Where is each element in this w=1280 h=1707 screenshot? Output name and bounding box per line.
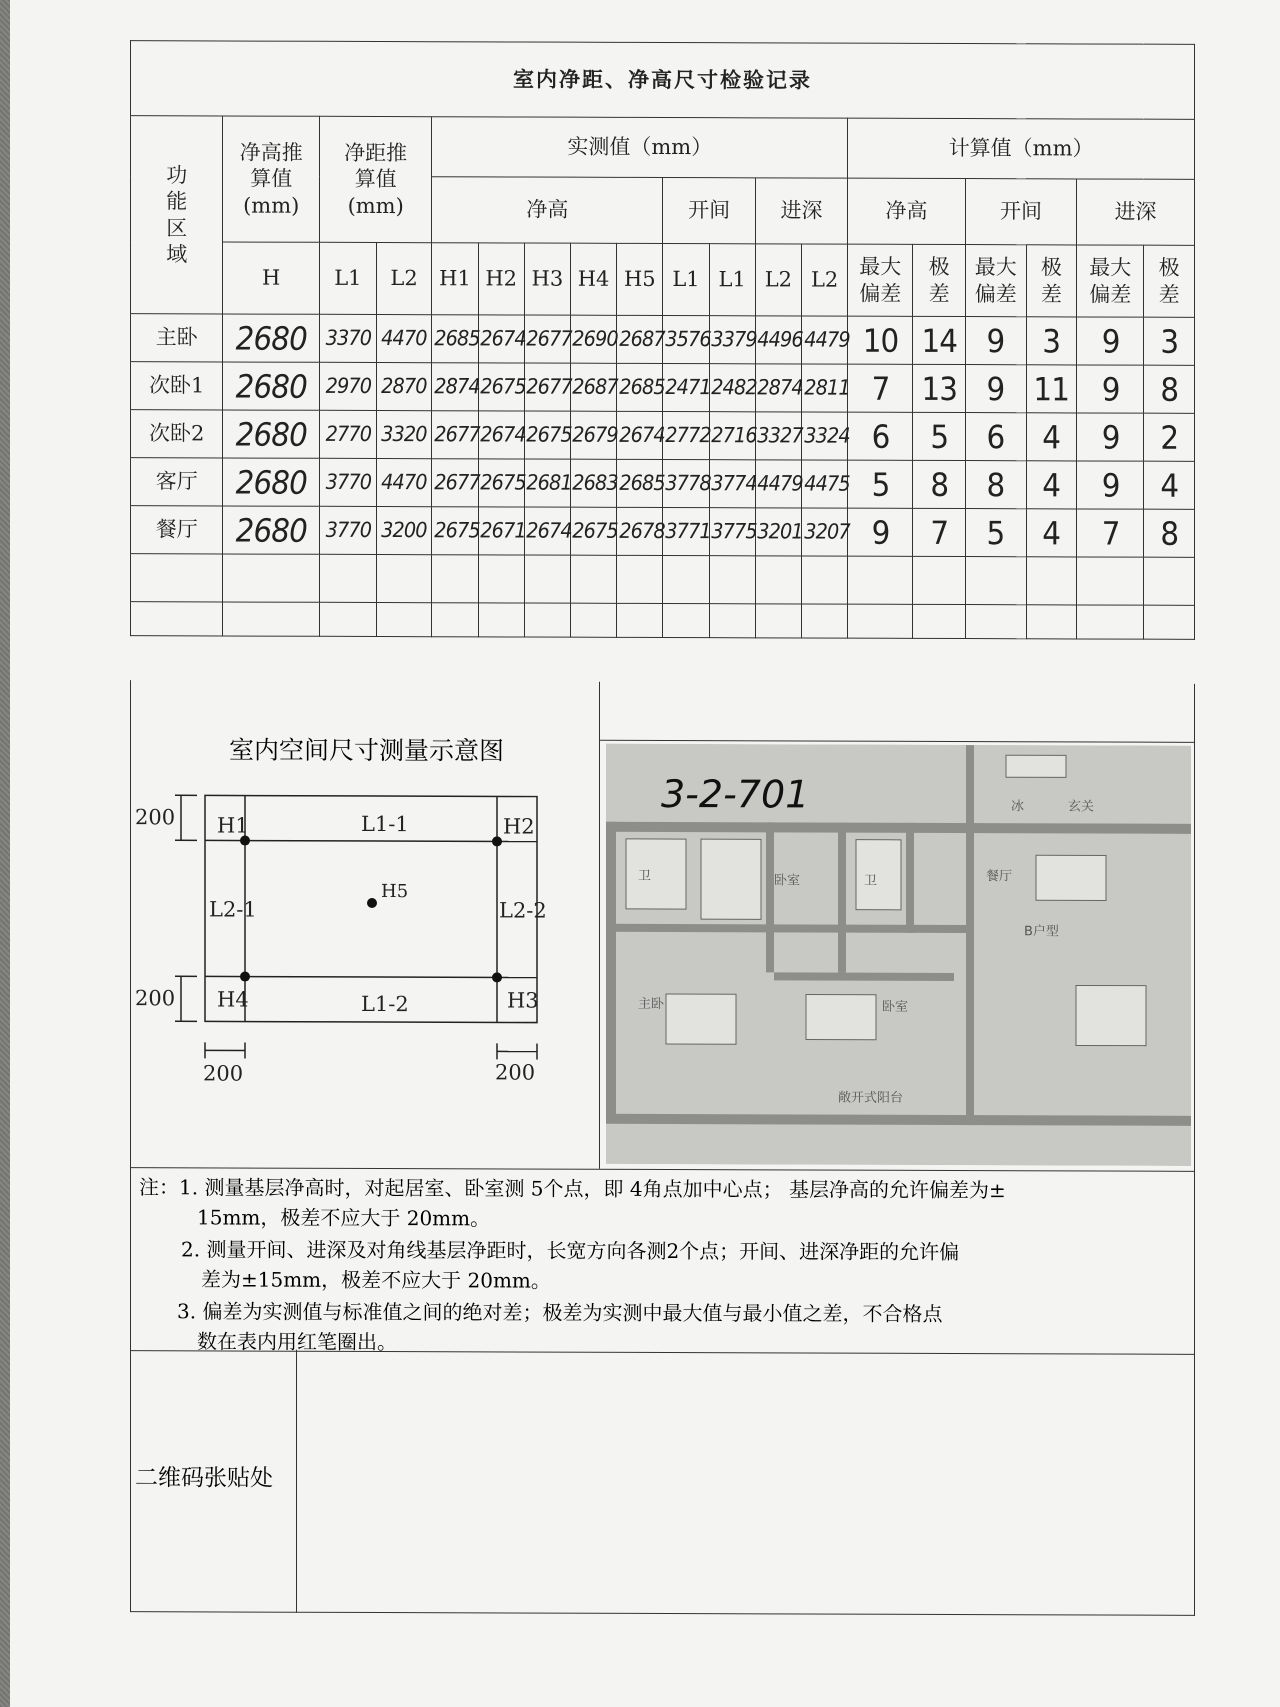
value-cell: 2674 bbox=[619, 411, 662, 459]
calc-depth: 进深 bbox=[1077, 179, 1195, 245]
calc-cell: 13 bbox=[915, 364, 963, 412]
area-cell: 次卧2 bbox=[131, 410, 223, 458]
calc-cell: 8 bbox=[968, 461, 1024, 509]
notes-section bbox=[131, 1167, 1195, 1355]
calc-cell: 4 bbox=[1028, 509, 1074, 557]
point-h5 bbox=[367, 898, 377, 908]
calc-cell: 3 bbox=[1146, 317, 1193, 365]
value-cell: 3379 bbox=[711, 316, 754, 364]
room-label: 玄关 bbox=[1068, 799, 1095, 815]
note-line: 注：1. 测量基层净高时，对起居室、卧室测 5个点，即 4角点加中心点； 基层净高的允许偏差为± bbox=[139, 1175, 1006, 1203]
value-cell: 2687 bbox=[619, 315, 662, 363]
header-line: (mm) bbox=[243, 193, 300, 218]
calc-cell: 4 bbox=[1028, 413, 1074, 461]
sub-header: L1 bbox=[663, 244, 709, 316]
value-cell: 2970 bbox=[322, 362, 374, 410]
calc-cell: 4 bbox=[1146, 461, 1193, 509]
value-cell: 3370 bbox=[322, 314, 374, 362]
value-cell: 2677 bbox=[526, 363, 569, 411]
value-cell: 2685 bbox=[619, 363, 662, 411]
value-cell: 3778 bbox=[665, 460, 708, 508]
unit-number-label: 3-2-701 bbox=[661, 771, 810, 817]
measurement-diagram bbox=[131, 680, 600, 1169]
header-line: 净高推 bbox=[239, 140, 303, 165]
area-char: 区 bbox=[166, 215, 188, 240]
sub-header: L2 bbox=[376, 243, 432, 315]
calc-cell: 8 bbox=[915, 460, 963, 508]
sub-header: L1 bbox=[320, 242, 377, 314]
room-label: 冰 bbox=[1011, 799, 1025, 815]
value-cell: 3200 bbox=[378, 507, 429, 555]
calc-cell: 3 bbox=[1028, 317, 1074, 365]
range-header bbox=[1144, 245, 1195, 317]
label-l1-1: L1-1 bbox=[361, 811, 409, 837]
value-cell: 2690 bbox=[572, 315, 615, 363]
dim-label: 200 bbox=[135, 986, 176, 1011]
inspection-record-form bbox=[130, 40, 1195, 1614]
value-cell: 4470 bbox=[378, 315, 429, 363]
value-cell: 2811 bbox=[803, 364, 846, 412]
calc-cell: 7 bbox=[850, 364, 910, 412]
area-cell: 餐厅 bbox=[131, 506, 223, 554]
measured-net-height: 净高 bbox=[432, 177, 663, 244]
room-label: 卫 bbox=[864, 873, 878, 889]
value-cell: 2677 bbox=[526, 315, 569, 363]
area-char: 功 bbox=[166, 163, 188, 188]
value-cell: 2675 bbox=[480, 363, 523, 411]
sub-header: H4 bbox=[570, 243, 616, 315]
value-cell: 3774 bbox=[711, 460, 754, 508]
area-cell: 主卧 bbox=[131, 314, 223, 362]
value-cell: 2680 bbox=[227, 314, 316, 362]
value-cell: 2471 bbox=[665, 364, 708, 412]
value-cell: 3770 bbox=[322, 506, 374, 554]
distance-estimate-header bbox=[320, 116, 432, 242]
note-line: 2. 测量开间、进深及对角线基层净距时，长宽方向各测2个点；开间、进深净距的允许偏 bbox=[181, 1237, 960, 1265]
room-label: B户型 bbox=[1024, 924, 1059, 940]
point-h3 bbox=[492, 972, 502, 982]
diagram-title: 室内空间尺寸测量示意图 bbox=[229, 735, 505, 766]
area-char: 域 bbox=[166, 242, 188, 267]
room-label: 卫 bbox=[638, 868, 652, 884]
note-line: 3. 偏差为实测值与标准值之间的绝对差；极差为实测中最大值与最小值之差，不合格点 bbox=[177, 1299, 943, 1326]
room-label: 卧室 bbox=[774, 873, 801, 889]
value-cell: 3775 bbox=[711, 508, 754, 556]
calc-cell: 7 bbox=[915, 508, 963, 556]
header-line: 算值 bbox=[250, 166, 293, 192]
value-cell: 2482 bbox=[711, 364, 754, 412]
value-cell: 4479 bbox=[803, 316, 846, 364]
value-cell: 3770 bbox=[322, 458, 374, 506]
lower-section bbox=[130, 680, 1195, 1616]
value-cell: 2679 bbox=[572, 411, 615, 459]
sub-header: L2 bbox=[802, 244, 848, 316]
floor-plan-image bbox=[606, 744, 1191, 1166]
header-line: 偏差 bbox=[974, 281, 1017, 306]
calc-cell: 8 bbox=[1146, 365, 1193, 413]
calc-cell: 6 bbox=[850, 412, 910, 460]
value-cell: 2674 bbox=[480, 315, 523, 363]
value-cell: 2674 bbox=[526, 507, 569, 555]
measured-header: 实测值（mm） bbox=[432, 117, 848, 178]
calc-cell: 2 bbox=[1146, 413, 1193, 461]
calc-cell: 10 bbox=[850, 316, 910, 364]
value-cell: 3324 bbox=[803, 412, 846, 460]
area-cell: 次卧1 bbox=[131, 362, 223, 410]
plan-header-strip bbox=[599, 682, 1195, 743]
header-line: 偏差 bbox=[859, 281, 902, 306]
table-row bbox=[131, 314, 1195, 366]
value-cell: 4496 bbox=[757, 316, 800, 364]
calc-cell: 5 bbox=[915, 412, 963, 460]
note-line: 差为±15mm，极差不应大于 20mm。 bbox=[201, 1267, 551, 1293]
value-cell: 2675 bbox=[572, 507, 615, 555]
value-cell: 2675 bbox=[526, 411, 569, 459]
header-line: 偏差 bbox=[1089, 281, 1132, 307]
calc-cell: 9 bbox=[968, 317, 1024, 365]
sub-header: L1 bbox=[709, 244, 755, 316]
label-h1: H1 bbox=[217, 813, 249, 838]
offset-line-top bbox=[205, 840, 537, 841]
value-cell: 2675 bbox=[480, 459, 523, 507]
header-line: 算值 bbox=[354, 167, 397, 192]
max-dev-header bbox=[1077, 245, 1144, 317]
table-row bbox=[131, 506, 1195, 558]
height-estimate-header bbox=[223, 116, 320, 242]
calc-cell: 5 bbox=[850, 460, 910, 508]
qr-label-cell bbox=[131, 1349, 297, 1613]
page-title: 室内净距、净高尺寸检验记录 bbox=[131, 41, 1195, 120]
header-line: 最大 bbox=[974, 255, 1017, 280]
value-cell: 2874 bbox=[434, 363, 477, 411]
max-dev-header bbox=[965, 245, 1026, 317]
sub-header: H5 bbox=[617, 243, 663, 315]
calc-cell: 14 bbox=[915, 316, 963, 364]
value-cell: 2687 bbox=[572, 363, 615, 411]
dim-label: 200 bbox=[135, 805, 176, 830]
calculated-header: 计算值（mm） bbox=[848, 118, 1195, 179]
room-label: 餐厅 bbox=[986, 869, 1013, 885]
table-row bbox=[131, 362, 1195, 414]
value-cell: 2680 bbox=[227, 362, 316, 410]
calc-cell: 9 bbox=[850, 508, 910, 556]
value-cell: 3320 bbox=[378, 411, 429, 459]
header-line: 最大 bbox=[1089, 255, 1132, 280]
label-l2-1: L2-1 bbox=[209, 897, 257, 922]
sub-header: H bbox=[223, 242, 320, 314]
label-h3: H3 bbox=[507, 988, 539, 1013]
measured-bay: 开间 bbox=[663, 178, 755, 244]
value-cell: 2671 bbox=[480, 507, 523, 555]
value-cell: 2674 bbox=[480, 411, 523, 459]
table-row bbox=[131, 410, 1195, 462]
area-header bbox=[131, 116, 223, 314]
qr-label: 二维码张贴处 bbox=[135, 1465, 273, 1492]
value-cell: 2685 bbox=[434, 315, 477, 363]
value-cell: 2716 bbox=[711, 412, 754, 460]
empty-row bbox=[131, 602, 1195, 640]
value-cell: 2680 bbox=[227, 458, 316, 506]
calc-cell: 7 bbox=[1079, 509, 1141, 557]
calc-cell: 8 bbox=[1146, 509, 1193, 557]
label-l1-2: L1-2 bbox=[361, 991, 409, 1017]
label-l2-2: L2-2 bbox=[499, 898, 547, 923]
diagram-svg bbox=[131, 680, 599, 1169]
calc-cell: 6 bbox=[968, 413, 1024, 461]
room-label: 敞开式阳台 bbox=[838, 1090, 904, 1106]
range-header bbox=[913, 244, 966, 316]
room-label: 主卧 bbox=[638, 996, 665, 1013]
note-line: 数在表内用红笔圈出。 bbox=[197, 1329, 397, 1355]
sub-header: H1 bbox=[432, 243, 478, 315]
calc-bay: 开间 bbox=[965, 179, 1076, 245]
room-label: 卧室 bbox=[882, 999, 909, 1015]
point-h2 bbox=[492, 836, 502, 846]
dim-label: 200 bbox=[495, 1060, 536, 1085]
sub-header: L2 bbox=[755, 244, 801, 316]
calc-net-height: 净高 bbox=[848, 178, 966, 244]
value-cell: 2677 bbox=[434, 459, 477, 507]
header-line: 极 bbox=[928, 255, 950, 280]
table-row bbox=[131, 458, 1195, 510]
area-char: 能 bbox=[166, 189, 188, 214]
value-cell: 4470 bbox=[378, 459, 429, 507]
calc-cell: 11 bbox=[1028, 365, 1074, 413]
label-h2: H2 bbox=[503, 814, 535, 839]
value-cell: 3576 bbox=[665, 316, 708, 364]
note-line: 15mm，极差不应大于 20mm。 bbox=[197, 1205, 491, 1231]
max-dev-header bbox=[848, 244, 913, 316]
value-cell: 3771 bbox=[665, 508, 708, 556]
calc-cell: 4 bbox=[1028, 461, 1074, 509]
empty-row bbox=[131, 554, 1195, 606]
calc-cell: 9 bbox=[1079, 365, 1141, 413]
calc-cell: 9 bbox=[1079, 461, 1141, 509]
value-cell: 4475 bbox=[803, 460, 846, 508]
calc-cell: 9 bbox=[968, 365, 1024, 413]
inspection-table bbox=[130, 40, 1195, 640]
dim-label: 200 bbox=[203, 1061, 244, 1086]
value-cell: 2677 bbox=[434, 411, 477, 459]
header-line: 最大 bbox=[859, 254, 902, 280]
value-cell: 2678 bbox=[619, 507, 662, 555]
header-line: (mm) bbox=[347, 193, 404, 218]
area-cell: 客厅 bbox=[131, 458, 223, 506]
label-h4: H4 bbox=[217, 987, 249, 1012]
value-cell: 3327 bbox=[757, 412, 800, 460]
range-header bbox=[1026, 245, 1076, 317]
value-cell: 2870 bbox=[378, 363, 429, 411]
value-cell: 2874 bbox=[757, 364, 800, 412]
value-cell: 2685 bbox=[619, 459, 662, 507]
offset-line-bottom bbox=[205, 976, 537, 977]
sub-header: H2 bbox=[478, 243, 524, 315]
value-cell: 2680 bbox=[227, 506, 316, 554]
value-cell: 2681 bbox=[526, 459, 569, 507]
calc-cell: 5 bbox=[968, 509, 1024, 557]
value-cell: 4479 bbox=[757, 460, 800, 508]
calc-cell: 9 bbox=[1079, 317, 1141, 365]
value-cell: 3201 bbox=[757, 508, 800, 556]
value-cell: 2683 bbox=[572, 459, 615, 507]
value-cell: 2772 bbox=[665, 412, 708, 460]
value-cell: 2770 bbox=[322, 410, 374, 458]
sub-header: H3 bbox=[524, 243, 570, 315]
point-h4 bbox=[240, 972, 250, 982]
label-h5: H5 bbox=[381, 881, 409, 903]
measured-depth: 进深 bbox=[755, 178, 847, 244]
value-cell: 2675 bbox=[434, 507, 477, 555]
header-line: 差 bbox=[1158, 282, 1180, 307]
calc-cell: 9 bbox=[1079, 413, 1141, 461]
header-line: 极 bbox=[1158, 255, 1180, 281]
header-line: 差 bbox=[1040, 281, 1062, 306]
value-cell: 3207 bbox=[803, 508, 846, 556]
header-line: 极 bbox=[1040, 255, 1062, 280]
header-line: 净距推 bbox=[344, 141, 408, 166]
value-cell: 2680 bbox=[227, 410, 316, 458]
header-line: 差 bbox=[928, 281, 950, 306]
